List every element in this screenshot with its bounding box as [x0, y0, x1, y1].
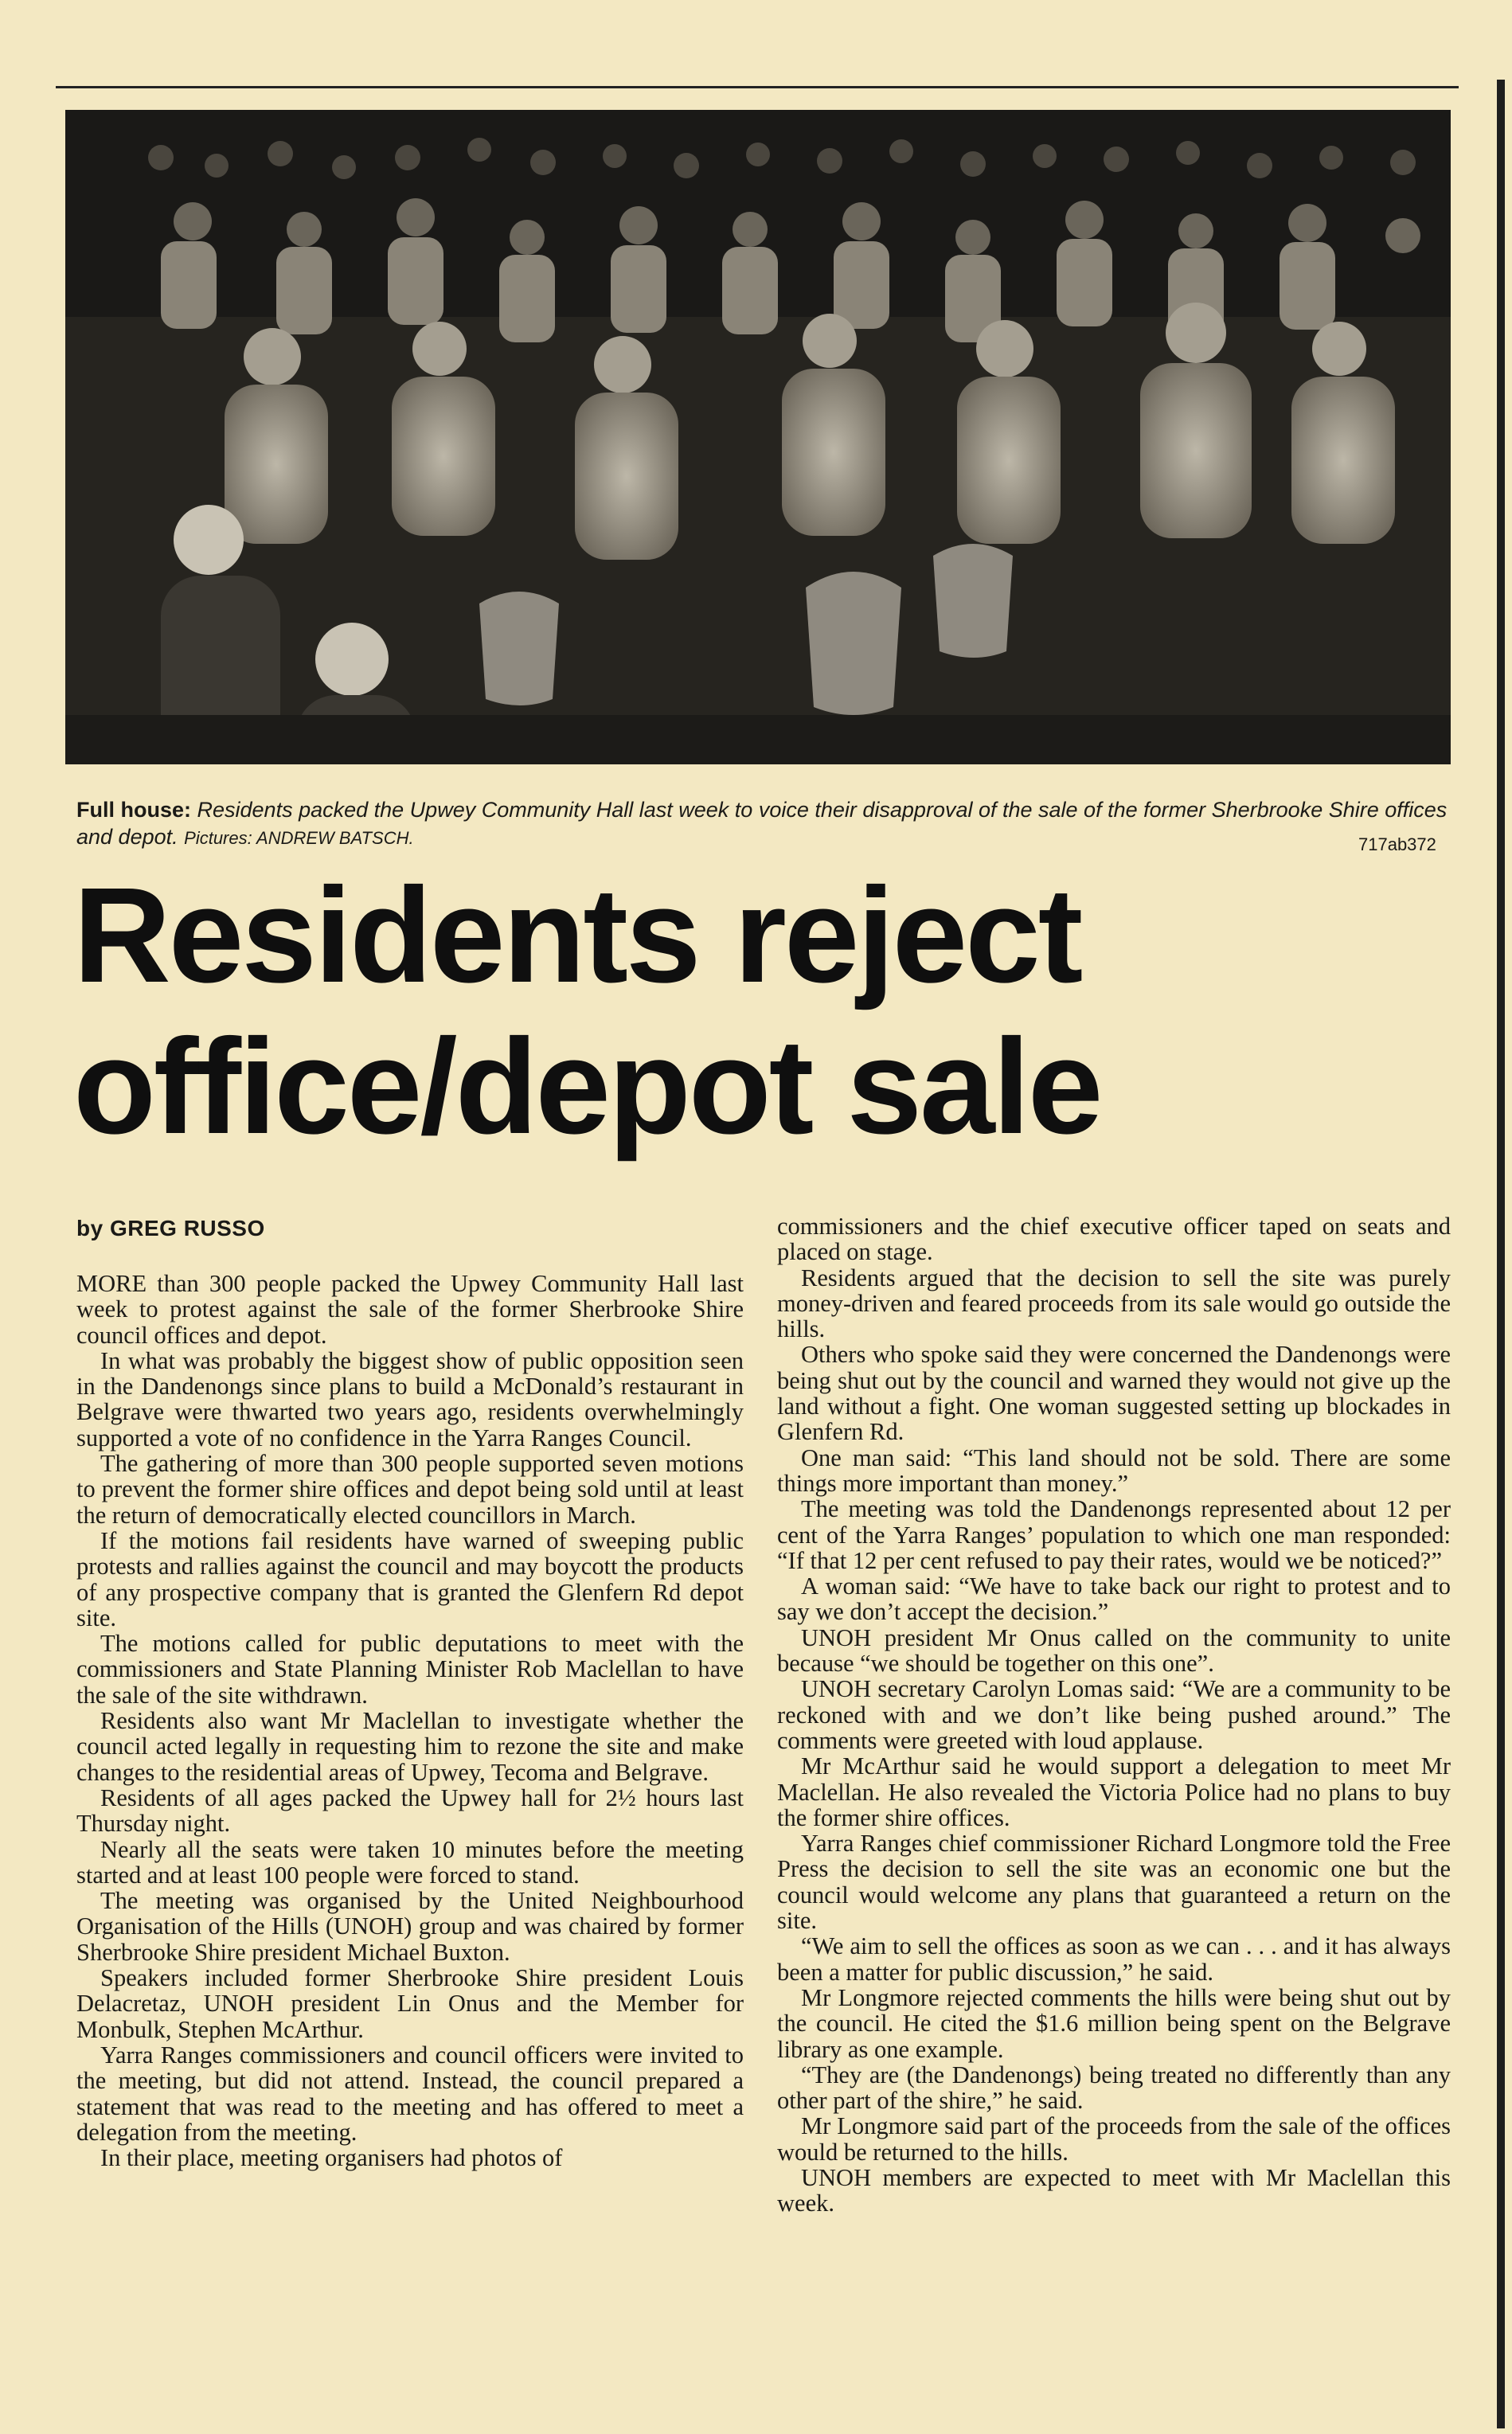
headline-line-1: Residents reject: [73, 860, 1081, 1011]
caption-credit: Pictures: ANDREW BATSCH.: [184, 828, 414, 848]
caption-text: Residents packed the Upwey Community Hall last week to voice their disapproval of the sale of the former Sherbrooke Shire offices and depot.: [76, 798, 1448, 849]
paragraph: A woman said: “We have to take back our right to protest and to say we don’t accept the decision.”: [777, 1573, 1451, 1626]
paragraph: Speakers included former Sherbrooke Shire president Louis Delacretaz, UNOH president Lin Onus and the Member for Monbulk, Stephen McArthur.: [76, 1964, 744, 2043]
paragraph: MORE than 300 people packed the Upwey Community Hall last week to protest against the sale of the former Sherbrooke Shire council offices and depot.: [76, 1270, 744, 1349]
paragraph: The meeting was told the Dandenongs represented about 12 per cent of the Yarra Ranges’ population to which one man responded: “If that 12 per cent refused to pay their rates, would we be noticed?”: [777, 1495, 1451, 1574]
photo-caption: [76, 796, 1454, 852]
paragraph: Mr McArthur said he would support a delegation to meet Mr Maclellan. He also revealed the Victoria Police had no plans to buy the former shire offices.: [777, 1752, 1451, 1831]
byline: by GREG RUSSO: [76, 1216, 265, 1240]
paragraph: Mr Longmore rejected comments the hills were being shut out by the council. He cited the $1.6 million being spent on the Belgrave library as one example.: [777, 1983, 1451, 2063]
paragraph: One man said: “This land should not be sold. There are some things more important than money.”: [777, 1444, 1451, 1497]
paragraph: In their place, meeting organisers had photos of: [100, 2144, 563, 2172]
paragraph: Yarra Ranges commissioners and council officers were invited to the meeting, but did not attend. Instead, the council prepared a statement that was read to the meeting and has offered to meet a delegation from the meeting.: [76, 2041, 744, 2146]
paragraph: The gathering of more than 300 people supported seven motions to prevent the former shire offices and depot being sold until at least the return of democratically elected councillors in March.: [76, 1450, 744, 1529]
paragraph: UNOH members are expected to meet with Mr Maclellan this week.: [777, 2163, 1451, 2217]
headline-line-2: office/depot sale: [73, 1011, 1101, 1162]
paragraph: “We aim to sell the offices as soon as we can . . . and it has always been a matter for public discussion,” he said.: [777, 1932, 1451, 1986]
paragraph: Nearly all the seats were taken 10 minutes before the meeting started and at least 100 people were forced to stand.: [76, 1835, 744, 1889]
crowd-photo-illustration: [65, 110, 1451, 764]
right-edge-bar: [1497, 80, 1505, 2428]
paragraph: Mr Longmore said part of the proceeds from the sale of the offices would be returned to the hills.: [777, 2112, 1451, 2166]
paragraph: UNOH secretary Carolyn Lomas said: “We are a community to be reckoned with and we don’t like being pushed around.” The comments were greeted with loud applause.: [777, 1675, 1451, 1754]
paragraph: Yarra Ranges chief commissioner Richard Longmore told the Free Press the decision to sell the site was an economic one but the council would welcome any plans that guaranteed a return on the site.: [777, 1830, 1451, 1935]
paragraph: The meeting was organised by the United Neighbourhood Organisation of the Hills (UNOH) group and was chaired by former Sherbrooke Shire president Michael Buxton.: [76, 1887, 744, 1966]
article-column-2: [777, 1213, 1451, 2217]
paragraph: In what was probably the biggest show of public opposition seen in the Dandenongs since plans to build a McDonald’s restaurant in Belgrave were thwarted two years ago, residents overwhelmingly supported a vote of no confidence in the Yarra Ranges Council.: [76, 1346, 744, 1451]
paragraph: Residents of all ages packed the Upwey hall for 2½ hours last Thursday night.: [76, 1784, 744, 1838]
crowd-photo: [65, 110, 1451, 764]
paragraph: If the motions fail residents have warned of sweeping public protests and rallies against the council and may boycott the products of any prospective company that is granted the Glenfern Rd depot site.: [76, 1526, 744, 1631]
paragraph: commissioners and the chief executive officer taped on seats and placed on stage.: [777, 1213, 1451, 1266]
paragraph: “They are (the Dandenongs) being treated no differently than any other part of the shire,” he said.: [777, 2061, 1451, 2115]
paragraph: UNOH president Mr Onus called on the community to unite because “we should be together on this one”.: [777, 1623, 1451, 1678]
photo-code: 717ab372: [1358, 834, 1436, 854]
caption-lead: Full house:: [76, 798, 191, 822]
paragraph: The motions called for public deputations to meet with the commissioners and State Planning Minister Rob Maclellan to have the sale of the site withdrawn.: [76, 1630, 744, 1709]
paragraph: Others who spoke said they were concerned the Dandenongs were being shut out by the council and warned they would not give up the land without a fight. One woman suggested setting up blockades in Glenfern Rd.: [777, 1341, 1451, 1446]
paragraph: Residents also want Mr Maclellan to investigate whether the council acted legally in requesting him to rezone the site and make changes to the residential areas of Upwey, Tecoma and Belgrave.: [76, 1707, 744, 1786]
headline: [73, 860, 1459, 1162]
article-column-1: [76, 1271, 744, 2170]
top-rule: [56, 86, 1459, 88]
paragraph: Residents argued that the decision to sell the site was purely money-driven and feared proceeds from its sale would go outside the hills.: [777, 1264, 1451, 1343]
